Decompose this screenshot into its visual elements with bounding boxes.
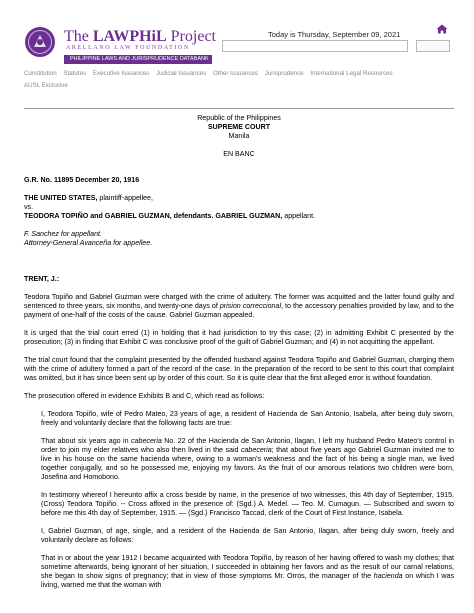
defendant-line xyxy=(24,212,454,221)
nav-item-international-legal-resources[interactable]: International Legal Resources xyxy=(310,70,393,77)
paragraph-3: The trial court found that the complaint presented by the offended husband against Teodora Topiño and Gabriel Guzman, charging them with the crime of adultery formed a part of the record of the case. In the preparation of the record to be sent to this court that complaint was omitted, but it has since been sent up by order of this court. So it is quite clear that the first alleged error is without foundation. xyxy=(24,356,454,382)
plaintiff-line xyxy=(24,194,454,203)
gr-number: G.R. No. 11895 December 20, 1916 xyxy=(24,176,140,184)
plaintiff-role: plaintiff-appellee, xyxy=(97,194,153,202)
nav-item-jurisprudence[interactable]: Jurisprudence xyxy=(264,70,304,77)
search-button[interactable] xyxy=(416,40,450,52)
exhibit-quote-4: I, Gabriel Guzman, of age, single, and a resident of the Hacienda de San Antonio, Ilagan, after being duly sworn, freely and voluntarily declare as follows: xyxy=(41,527,454,544)
exhibit-quote-3: In testimony whereof I hereunto affix a cross beside by name, in the presence of two witnesses, this 4th day of September, 1915. (Cross) Teodora Topiño. -- Cross affixed in the presence of: (Sgd.) A. Medel. — Teo. M. Cumagun. — Subscribed and sworn to before me this 4th day of September, 1915. — (Sgd.) Francisco Taccad, clerk of the Court of First Instance, Isabela. xyxy=(41,491,454,517)
republic-line: Republic of the Philippines xyxy=(197,114,281,122)
defendant-role: appellant. xyxy=(282,212,316,220)
site-header xyxy=(0,0,474,72)
nav-item-executive-issuances[interactable]: Executive Issuances xyxy=(92,70,150,77)
lawphil-logo-icon[interactable] xyxy=(24,26,56,58)
main-nav xyxy=(24,68,454,92)
plaintiff-name: THE UNITED STATES, xyxy=(24,194,98,202)
counsel-appellee: Attorney-General Avanceña for appellee. xyxy=(24,239,153,247)
nav-item-judicial-issuances[interactable]: Judicial Issuances xyxy=(156,70,207,77)
paragraph-2: It is urged that the trial court erred (1) in holding that it had jurisdiction to try this case; (2) in admitting Exhibit C presented by the prosecution; (3) in finding that Exhibit C was conclusive proof of the guilt of Gabriel Guzman; and (4) in not acquitting the appellant. xyxy=(24,329,454,346)
ponente: TRENT, J.: xyxy=(24,275,60,283)
defendant-names: TEODORA TOPIÑO and GABRIEL GUZMAN, defendants. GABRIEL GUZMAN, xyxy=(24,212,283,220)
versus: vs. xyxy=(24,203,34,211)
nav-item-other-issuances[interactable]: Other Issuances xyxy=(212,70,259,77)
nav-item-constitution[interactable]: Constitution xyxy=(24,70,57,77)
today-date: Today is Thursday, September 09, 2021 xyxy=(268,30,401,39)
paragraph-1: Teodora Topiño and Gabriel Guzman were charged with the crime of adultery. The former was acquitted and the latter found guilty and sentenced to three years, six months, and twenty-one days of prision correccional, to the accessory penalties provided by law, and to the payment of one-half of the costs of the cause. Gabriel Guzman appealed. xyxy=(24,293,455,319)
home-icon[interactable] xyxy=(436,24,448,34)
site-tagline-bar: PHILIPPINE LAWS AND JURISPRUDENCE DATABANK xyxy=(64,55,212,64)
counsel-appellant: F. Sanchez for appellant. xyxy=(24,230,102,238)
header-divider xyxy=(24,108,454,109)
division: EN BANC xyxy=(223,150,255,158)
nav-item-ausl-exclusive[interactable]: AUSL Exclusive xyxy=(24,82,68,89)
search-input[interactable] xyxy=(222,40,408,52)
site-title[interactable]: The LAWPHiL Project xyxy=(64,28,216,45)
exhibit-quote-5: That in or about the year 1912 I became acquainted with Teodora Topiño, by reason of her having offered to wash my clothes; that sometime afterwards, being ignorant of her situation, I succeeded in obtaining her favors and as the result of our carnal relations, she began to show signs of pregnancy; that in view of those symptoms Mr. Orros, the manager of the hacienda on which I was living, warned me that the woman with xyxy=(41,554,454,589)
decision-content xyxy=(24,114,454,590)
counsel-block xyxy=(24,230,454,248)
court-name: SUPREME COURT xyxy=(207,123,271,131)
court-city: Manila xyxy=(228,132,250,140)
nav-item-statutes[interactable]: Statutes xyxy=(63,70,87,77)
exhibit-quote-1: I, Teodora Topiño, wife of Pedro Mateo, 23 years of age, a resident of Hacienda de San Antonio, Isabela, after being duly sworn, freely and voluntarily declare that the following facts are true: xyxy=(41,410,454,427)
case-parties xyxy=(24,194,454,221)
site-subtitle: ARELLANO LAW FOUNDATION xyxy=(66,45,190,51)
paragraph-4: The prosecution offered in evidence Exhibits B and C, which read as follows: xyxy=(24,392,265,400)
exhibit-quote-2: That about six years ago in cabeceria No. 22 of the Hacienda de San Antonio, Ilagan, I left my husband Pedro Mateo's control in order to join my elder relatives who also then lived in the said cabeceria; that about five years ago Gabriel Guzman invited me to live in his house on the same hacienda where, owing to a woman's weakness and the fact of his being a single man, we lived together conjugally, and so he possessed me, enjoying my favors. As the fruit of our amorous relations two children were born, Josefina and Homobono. xyxy=(41,437,455,481)
